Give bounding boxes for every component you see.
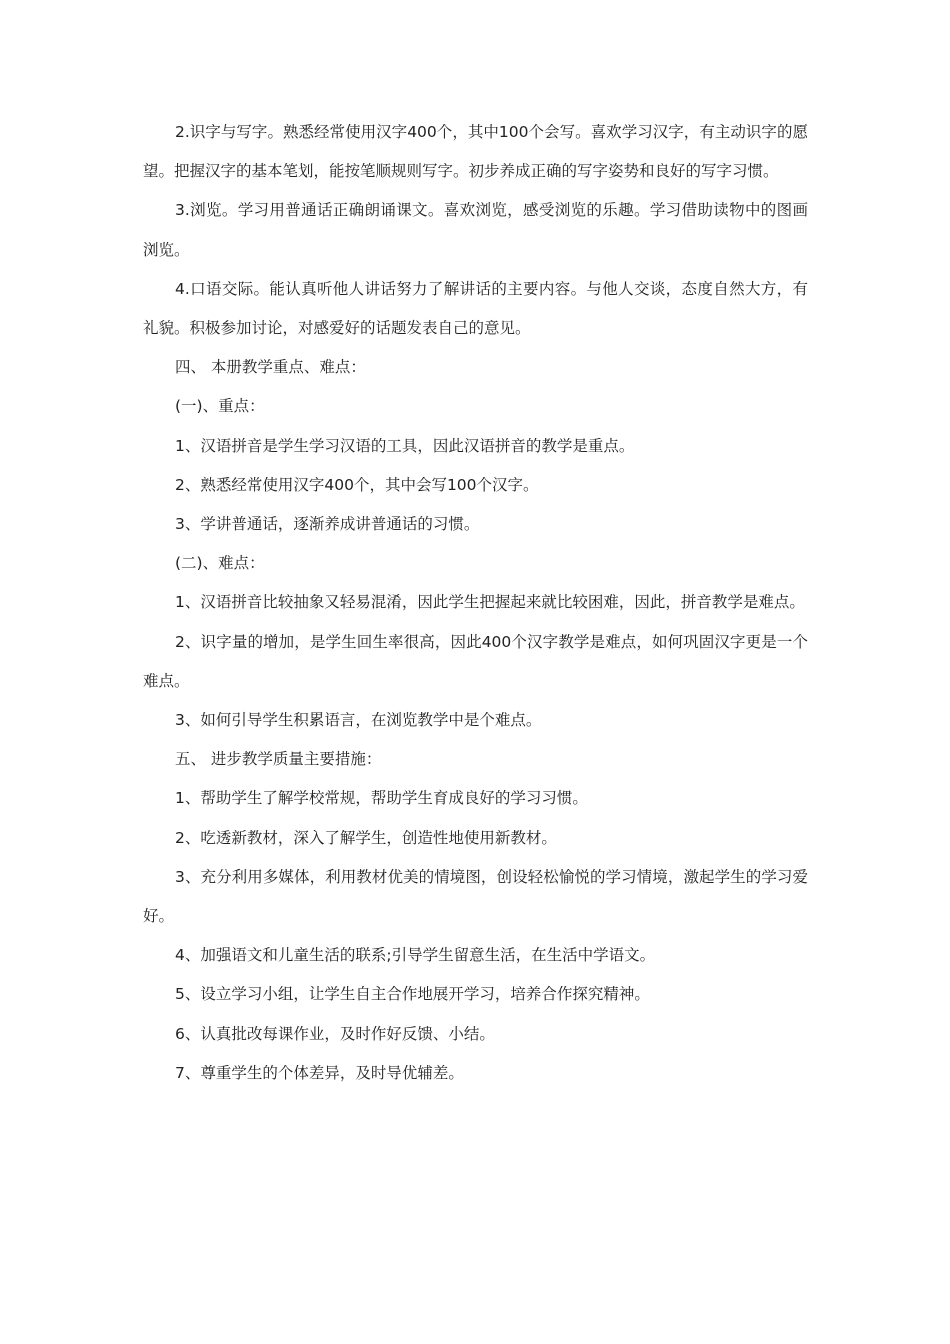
list-item-measure-6: 6、认真批改每课作业，及时作好反馈、小结。 <box>175 1024 495 1043</box>
list-item-measure-2: 2、吃透新教材，深入了解学生，创造性地使用新教材。 <box>175 828 557 847</box>
list-item-measure-3: 3、充分利用多媒体，利用教材优美的情境图，创设轻松愉悦的学习情境，激起学生的学习爱好。 <box>143 867 808 926</box>
subheading-difficulties: (二)、难点： <box>175 554 265 573</box>
list-item-difficulty-3: 3、如何引导学生积累语言，在浏览教学中是个难点。 <box>175 711 542 730</box>
list-item-measure-4: 4、加强语文和儿童生活的联系;引导学生留意生活，在生活中学语文。 <box>175 946 656 965</box>
document-page <box>143 113 808 1093</box>
list-item-key-point-1: 1、汉语拼音是学生学习汉语的工具，因此汉语拼音的教学是重点。 <box>175 436 635 455</box>
list-item-key-point-3: 3、学讲普通话，逐渐养成讲普通话的习惯。 <box>175 515 480 534</box>
section-heading-key-points: 四、 本册教学重点、难点： <box>175 358 366 377</box>
paragraph-oral-communication: 4.口语交际。能认真听他人讲话努力了解讲话的主要内容。与他人交谈，态度自然大方，有礼貌。积极参加讨论，对感爱好的话题发表自己的意见。 <box>143 279 808 338</box>
list-item-measure-7: 7、尊重学生的个体差异，及时导优辅差。 <box>175 1063 464 1082</box>
list-item-measure-5: 5、设立学习小组，让学生自主合作地展开学习，培养合作探究精神。 <box>175 985 650 1004</box>
section-heading-measures: 五、 进步教学质量主要措施： <box>175 750 382 769</box>
subheading-key-points: (一)、重点： <box>175 397 265 416</box>
list-item-difficulty-1: 1、汉语拼音比较抽象又轻易混淆，因此学生把握起来就比较困难，因此，拼音教学是难点。 <box>175 593 805 612</box>
paragraph-reading: 3.浏览。学习用普通话正确朗诵课文。喜欢浏览，感受浏览的乐趣。学习借助读物中的图画浏览。 <box>143 201 808 259</box>
list-item-key-point-2: 2、熟悉经常使用汉字400个，其中会写100个汉字。 <box>175 475 539 494</box>
list-item-difficulty-2: 2、识字量的增加，是学生回生率很高，因此400个汉字教学是难点，如何巩固汉字更是一个难点。 <box>143 632 808 690</box>
paragraph-literacy-writing: 2.识字与写字。熟悉经常使用汉字400个，其中100个会写。喜欢学习汉字，有主动识字的愿望。把握汉字的基本笔划，能按笔顺规则写字。初步养成正确的写字姿势和良好的写字习惯。 <box>143 123 808 181</box>
list-item-measure-1: 1、帮助学生了解学校常规，帮助学生育成良好的学习习惯。 <box>175 789 588 808</box>
